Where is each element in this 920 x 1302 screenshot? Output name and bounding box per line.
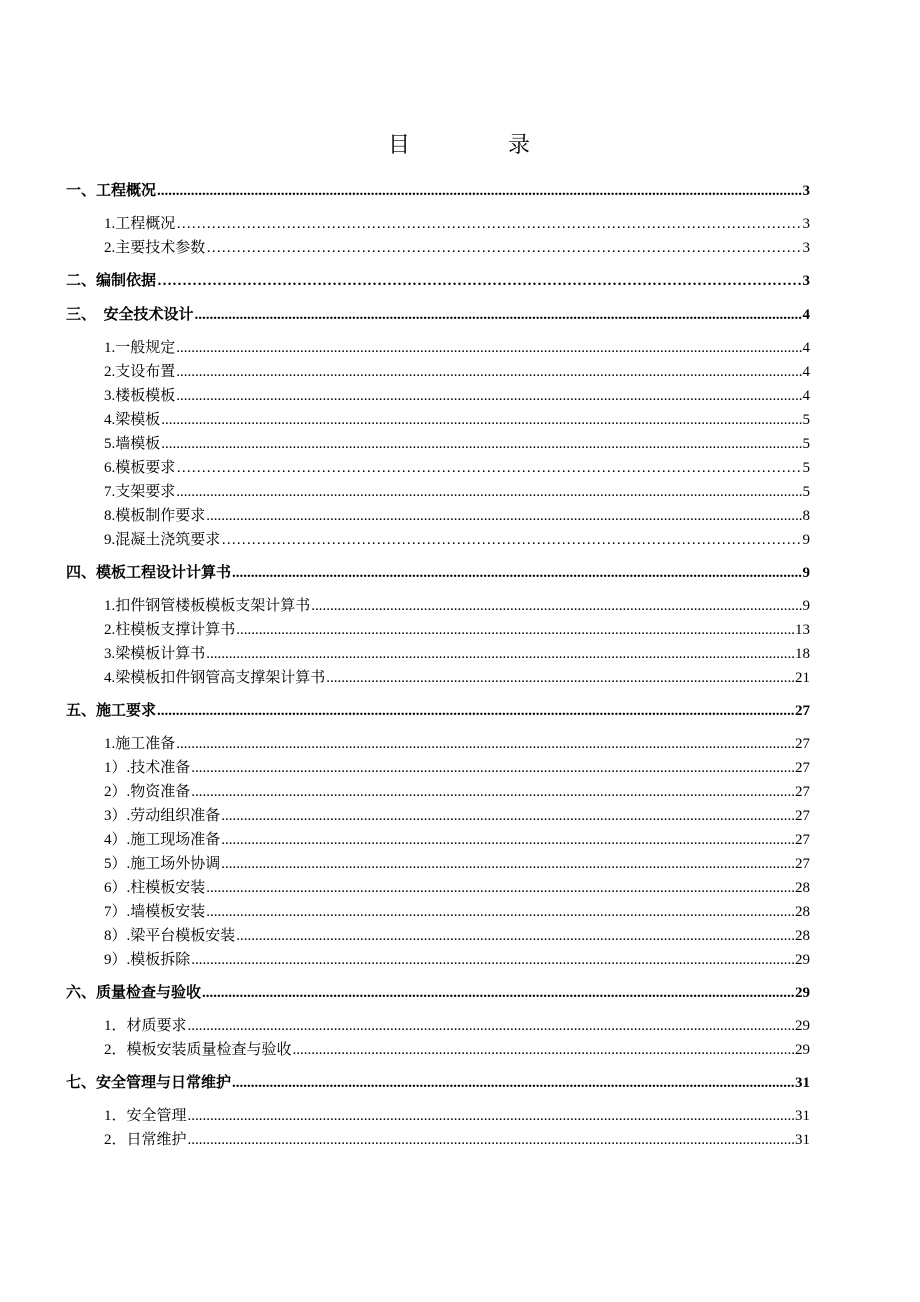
toc-dot-leader (293, 1038, 794, 1062)
toc-section (66, 972, 810, 1062)
toc-section (66, 690, 810, 972)
toc-dot-leader (176, 732, 794, 756)
toc-page-number: 4 (802, 388, 810, 404)
toc-page-number: 3 (802, 183, 810, 199)
toc-entry-label: 4）.施工现场准备 (104, 832, 221, 848)
toc-entry-label: 3.梁模板计算书 (104, 646, 206, 662)
toc-section (66, 260, 810, 294)
toc-subsection-entry[interactable] (66, 456, 810, 480)
toc-page-number: 4 (802, 340, 810, 356)
toc-dot-leader (191, 948, 794, 972)
toc-subsection-entry[interactable] (66, 780, 810, 804)
toc-dot-leader (176, 456, 801, 480)
toc-dot-leader (206, 504, 801, 528)
toc-section (66, 178, 810, 260)
toc-page-number: 9 (802, 532, 810, 548)
toc-dot-leader (206, 900, 794, 924)
toc-subsection-entry[interactable] (66, 480, 810, 504)
toc-dot-leader (188, 1014, 794, 1038)
toc-entry-label: 四、模板工程设计计算书 (66, 565, 232, 581)
toc-page-number: 21 (795, 670, 810, 686)
toc-entry-label: 4.梁模板扣件钢管高支撑架计算书 (104, 670, 326, 686)
toc-entry-label: 7）.墙模板安装 (104, 904, 206, 920)
toc-dot-leader (176, 360, 801, 384)
toc-subsection-entry[interactable] (66, 236, 810, 260)
toc-dot-leader (176, 212, 801, 236)
toc-page-number: 27 (795, 736, 810, 752)
toc-subsection-entry[interactable] (66, 876, 810, 900)
toc-page-number: 5 (802, 436, 810, 452)
toc-dot-leader (176, 336, 801, 360)
toc-page-number: 31 (795, 1132, 810, 1148)
toc-page-number: 5 (802, 460, 810, 476)
toc-entry-label: 六、质量检查与验收 (66, 985, 202, 1001)
toc-page-number: 31 (795, 1108, 810, 1124)
toc-entry-label: 一、工程概况 (66, 183, 157, 199)
toc-section (66, 294, 810, 552)
toc-entry-label: 二、编制依据 (66, 273, 157, 289)
toc-dot-leader (202, 980, 794, 1006)
toc-section-entry[interactable] (66, 560, 810, 586)
toc-page-number: 18 (795, 646, 810, 662)
toc-entry-label: 3.楼板模板 (104, 388, 176, 404)
toc-page-number: 27 (795, 784, 810, 800)
toc-dot-leader (236, 924, 794, 948)
toc-page-number: 8 (802, 508, 810, 524)
toc-entry-label: 4.梁模板 (104, 412, 161, 428)
title-char-2: 录 (508, 132, 533, 157)
toc-dot-leader (161, 432, 801, 456)
toc-subsection-entry[interactable] (66, 666, 810, 690)
toc-entry-label: 8.模板制作要求 (104, 508, 206, 524)
toc-subsection-entry[interactable] (66, 384, 810, 408)
toc-dot-leader (195, 302, 802, 328)
toc-subsection-entry[interactable] (66, 852, 810, 876)
toc-page-number: 29 (795, 985, 810, 1001)
toc-page-number: 27 (795, 832, 810, 848)
page-title (0, 128, 920, 159)
toc-dot-leader (188, 1104, 794, 1128)
toc-page-number: 5 (802, 412, 810, 428)
toc-subsection-entry[interactable] (66, 528, 810, 552)
toc-page-number: 13 (795, 622, 810, 638)
toc-page-number: 28 (795, 904, 810, 920)
toc-entry-label: 五、施工要求 (66, 703, 157, 719)
toc-dot-leader (161, 408, 801, 432)
toc-subsection-entry[interactable] (66, 756, 810, 780)
toc-entry-label: 1）.技术准备 (104, 760, 191, 776)
toc-page-number: 31 (795, 1075, 810, 1091)
toc-entry-label: 1.工程概况 (104, 216, 176, 232)
toc-page-number: 3 (802, 240, 810, 256)
toc-entry-label: 5）.施工场外协调 (104, 856, 221, 872)
toc-page-number: 27 (795, 808, 810, 824)
toc-subsection-entry[interactable] (66, 948, 810, 972)
toc-section-entry[interactable] (66, 302, 810, 328)
table-of-contents (66, 178, 810, 1152)
toc-section-entry[interactable] (66, 698, 810, 724)
toc-subsection-entry[interactable] (66, 594, 810, 618)
toc-dot-leader (221, 852, 794, 876)
toc-subsection-entry[interactable] (66, 618, 810, 642)
toc-dot-leader (326, 666, 794, 690)
toc-dot-leader (221, 528, 801, 552)
toc-subsection-entry[interactable] (66, 804, 810, 828)
toc-subsection-entry[interactable] (66, 1038, 810, 1062)
toc-page-number: 4 (802, 307, 810, 323)
toc-dot-leader (236, 618, 794, 642)
toc-page-number: 5 (802, 484, 810, 500)
toc-subsection-entry[interactable] (66, 408, 810, 432)
toc-subsection-entry[interactable] (66, 900, 810, 924)
toc-dot-leader (232, 1070, 794, 1096)
toc-subsection-entry[interactable] (66, 212, 810, 236)
title-char-1: 目 (387, 132, 412, 157)
toc-page-number: 9 (802, 565, 810, 581)
toc-subsection-entry[interactable] (66, 360, 810, 384)
toc-subsection-entry[interactable] (66, 1104, 810, 1128)
toc-dot-leader (191, 780, 794, 804)
toc-page-number: 27 (795, 760, 810, 776)
toc-entry-label: 8）.梁平台模板安装 (104, 928, 236, 944)
toc-page-number: 3 (802, 273, 810, 289)
toc-section-entry[interactable] (66, 1070, 810, 1096)
toc-subsection-entry[interactable] (66, 924, 810, 948)
toc-entry-label: 2.主要技术参数 (104, 240, 206, 256)
toc-entry-label: 2.柱模板支撑计算书 (104, 622, 236, 638)
toc-section-entry[interactable] (66, 980, 810, 1006)
toc-entry-label: 1.施工准备 (104, 736, 176, 752)
toc-entry-label: 6）.柱模板安装 (104, 880, 206, 896)
toc-entry-label: 2.支设布置 (104, 364, 176, 380)
toc-page-number: 28 (795, 880, 810, 896)
toc-page-number: 27 (795, 703, 810, 719)
toc-dot-leader (191, 756, 794, 780)
toc-section (66, 552, 810, 690)
toc-entry-label: 2．日常维护 (104, 1132, 187, 1148)
toc-dot-leader (157, 698, 794, 724)
toc-entry-label: 9）.模板拆除 (104, 952, 191, 968)
toc-entry-label: 3）.劳动组织准备 (104, 808, 221, 824)
toc-subsection-entry[interactable] (66, 432, 810, 456)
toc-entry-label: 1．材质要求 (104, 1018, 187, 1034)
toc-dot-leader (221, 828, 794, 852)
toc-dot-leader (206, 236, 801, 260)
toc-entry-label: 6.模板要求 (104, 460, 176, 476)
toc-dot-leader (221, 804, 794, 828)
toc-section (66, 1062, 810, 1152)
toc-page-number: 4 (802, 364, 810, 380)
toc-subsection-entry[interactable] (66, 828, 810, 852)
toc-dot-leader (188, 1128, 794, 1152)
toc-entry-label: 5.墙模板 (104, 436, 161, 452)
toc-page-number: 9 (802, 598, 810, 614)
toc-entry-label: 1.一般规定 (104, 340, 176, 356)
toc-dot-leader (157, 178, 801, 204)
toc-entry-label: 1.扣件钢管楼板模板支架计算书 (104, 598, 311, 614)
toc-entry-label: 2．模板安装质量检查与验收 (104, 1042, 292, 1058)
toc-subsection-entry[interactable] (66, 1014, 810, 1038)
toc-page-number: 29 (795, 1042, 810, 1058)
toc-entry-label: 1．安全管理 (104, 1108, 187, 1124)
toc-page-number: 28 (795, 928, 810, 944)
toc-entry-label: 三、 安全技术设计 (66, 307, 194, 323)
toc-dot-leader (176, 384, 801, 408)
toc-entry-label: 9.混凝土浇筑要求 (104, 532, 221, 548)
toc-dot-leader (176, 480, 801, 504)
toc-subsection-entry[interactable] (66, 1128, 810, 1152)
toc-subsection-entry[interactable] (66, 732, 810, 756)
toc-section-entry[interactable] (66, 268, 810, 294)
toc-entry-label: 七、安全管理与日常维护 (66, 1075, 232, 1091)
toc-dot-leader (311, 594, 801, 618)
toc-entry-label: 7.支架要求 (104, 484, 176, 500)
toc-dot-leader (157, 268, 801, 294)
toc-subsection-entry[interactable] (66, 504, 810, 528)
toc-section-entry[interactable] (66, 178, 810, 204)
toc-dot-leader (206, 642, 794, 666)
toc-dot-leader (232, 560, 801, 586)
toc-dot-leader (206, 876, 794, 900)
toc-entry-label: 2）.物资准备 (104, 784, 191, 800)
toc-subsection-entry[interactable] (66, 336, 810, 360)
toc-page-number: 29 (795, 1018, 810, 1034)
toc-page-number: 29 (795, 952, 810, 968)
toc-page-number: 27 (795, 856, 810, 872)
toc-subsection-entry[interactable] (66, 642, 810, 666)
toc-page-number: 3 (802, 216, 810, 232)
